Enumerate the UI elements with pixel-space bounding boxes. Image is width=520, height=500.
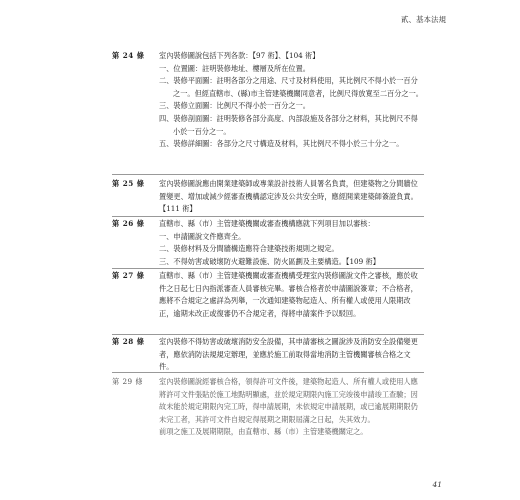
article-item: 二、裝修材料及分間牆構造應符合建築技術規則之規定。 <box>159 244 339 254</box>
article-item: 二、裝修平面圖：註明各部分之用途、尺寸及材料使用，其比例尺不得小於一百分之一。但經直轄市、(縣)市主管建築機關同意者，比例尺得放寬至二百分之一。 <box>159 76 423 98</box>
article-number: 第 24 條 <box>112 51 145 60</box>
divider <box>112 268 424 269</box>
divider <box>112 216 424 217</box>
article-text: 室內裝修圖說經審核合格，領得許可文件後，建築物起造人、所有權人或使用人應將許可文件張貼於施工地點明顯處，並於規定期限內施工完竣後申請竣工查驗；因故未能於規定期限內完工時，得申請展期，未依規定申請展期，或已逾展期期限仍未完工者，其許可文件自規定得展期之期限屆滿之日起，失其效力。 <box>159 377 418 424</box>
article-26 <box>112 218 424 268</box>
divider <box>112 372 424 373</box>
article-text: 直轄市、縣（市）主管建築機關或審查機構受理室內裝修圖說文件之審核，應於收件之日起七日內指派審查人員審核完畢。審核合格者於申請圖說簽章；不合格者，應將不合規定之處詳為列舉，一次通知建築物起造人、所有權人或使用人限期改正，逾期未改正或復審仍不合規定者，得將申請案件予以駁回。 <box>159 271 418 318</box>
article-number: 第 25 條 <box>112 179 145 188</box>
page-number: 41 <box>432 480 442 489</box>
article-item: 五、裝修詳細圖：各部分之尺寸構造及材料，其比例尺不得小於三十分之一。 <box>159 139 404 149</box>
article-25 <box>112 178 424 216</box>
article-number: 第 28 條 <box>112 337 145 346</box>
divider <box>112 334 424 335</box>
article-item: 一、申請圖說文件應齊全。 <box>159 231 246 241</box>
article-text: 直轄市、縣（市）主管建築機關或審查機構應就下列項目加以審核： <box>159 219 375 228</box>
article-text: 室內裝修圖說應由開業建築師或專業設計技術人員署名負責，但建築物之分間牆位置變更、增加或減少經審查機構認定涉及公共安全時，應經開業建築師簽證負責。【111 術】 <box>159 179 418 214</box>
article-27 <box>112 270 424 320</box>
article-item: 四、裝修剖面圖：註明裝修各部分高度、內部設施及各部分之材料，其比例尺不得小於一百分之一。 <box>159 113 418 136</box>
article-text: 室內裝修圖說包括下列各款：【97 術】、【104 術】 <box>159 51 320 60</box>
article-item: 三、裝修立面圖：比例尺不得小於一百分之一。 <box>159 101 310 111</box>
article-text: 室內裝修不得妨害或破壞消防安全設備，其申請審核之圖說涉及消防安全設備變更者，應依消防法規規定辦理，並應於施工前取得當地消防主管機關審核合格之文件。 <box>159 337 418 372</box>
article-item: 三、不得妨害或破壞防火避難設施、防火區劃及主要構造。【109 術】 <box>159 256 380 266</box>
article-text: 前項之施工及展期期限，由直轄市、縣（市）主管建築機關定之。 <box>159 427 368 437</box>
article-number: 第 29 條 <box>112 377 144 386</box>
article-24 <box>112 50 424 151</box>
article-item: 一、位置圖：註明裝修地址、樓層及所在位置。 <box>159 63 310 73</box>
page-header-title: 貳、基本法規 <box>401 15 446 24</box>
divider <box>112 174 424 175</box>
article-number: 第 26 條 <box>112 219 145 228</box>
article-number: 第 27 條 <box>112 271 145 280</box>
article-28 <box>112 336 424 374</box>
article-29 <box>112 376 424 439</box>
